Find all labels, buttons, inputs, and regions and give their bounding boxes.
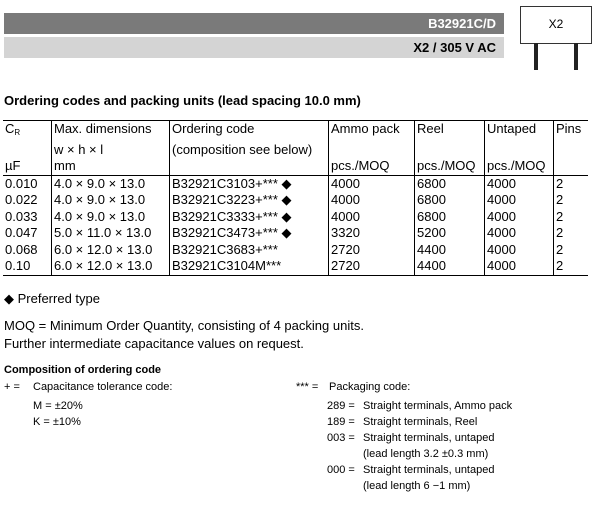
header-cell: Reel: [415, 121, 485, 142]
pack-text: Straight terminals, untaped: [363, 464, 495, 476]
table-header-row: [3, 142, 588, 159]
header-cell: Ammo pack: [329, 121, 415, 142]
table-cell: 2: [554, 209, 589, 226]
header-cell: mm: [52, 158, 170, 175]
moq-note: MOQ = Minimum Order Quantity, consisting of 4 packing units.: [4, 318, 364, 333]
table-cell: 0.033: [5, 208, 38, 224]
table-cell: 5200: [415, 225, 485, 242]
pack-text: Straight terminals, Reel: [363, 416, 478, 428]
pack-code: 003 =: [327, 432, 355, 444]
star-symbol: *** =: [296, 381, 319, 393]
header-cell: w × h × l: [52, 142, 170, 159]
table-cell: 0.010: [3, 175, 52, 192]
ordering-codes-table: [3, 120, 588, 276]
header-cell: (composition see below): [170, 142, 329, 159]
table-cell: 6800: [415, 192, 485, 209]
table-cell: 4.0 × 9.0 × 13.0: [52, 175, 170, 192]
part-number-bar: [4, 13, 504, 34]
table-cell: B32921C3104M***: [170, 258, 329, 275]
pack-text: (lead length 3.2 ±0.3 mm): [363, 448, 489, 460]
header-cell: [554, 158, 589, 175]
table-row: [3, 258, 588, 275]
table-cell: 6.0 × 12.0 × 13.0: [52, 242, 170, 259]
table-header-row: [3, 121, 588, 142]
table-cell: 4400: [415, 242, 485, 259]
section-title: Ordering codes and packing units (lead spacing 10.0 mm): [4, 93, 361, 108]
capacitor-lead-left: [534, 43, 538, 70]
table-cell: 6800: [415, 175, 485, 192]
pack-code: 000 =: [327, 464, 355, 476]
table-row: [3, 175, 588, 192]
header-cell: µF: [5, 158, 21, 173]
capacitor-label: X2: [548, 17, 564, 31]
header-cell: Pins: [554, 121, 589, 142]
table-cell: 4000: [485, 209, 554, 226]
table-cell: 6.0 × 12.0 × 13.0: [52, 258, 170, 275]
header-cell: Untaped: [485, 121, 554, 142]
table-row: [3, 225, 588, 242]
header-cell: [485, 142, 554, 159]
header-cell: [415, 142, 485, 159]
pack-text: Straight terminals, Ammo pack: [363, 400, 513, 412]
table-cell: B32921C3103+*** ◆: [170, 175, 329, 192]
table-cell: 2720: [329, 242, 415, 259]
tolerance-code-label: Capacitance tolerance code:: [33, 381, 173, 393]
table-cell: 0.068: [5, 241, 38, 257]
table-cell: 4000: [485, 175, 554, 192]
part-number: B32921C/D: [428, 16, 496, 31]
table-cell: B32921C3473+*** ◆: [170, 225, 329, 242]
header-cell: [170, 158, 329, 175]
header-cell: Ordering code: [170, 121, 329, 142]
table-cell: 5.0 × 11.0 × 13.0: [52, 225, 170, 242]
header-cell: pcs./MOQ: [329, 158, 415, 175]
table-cell: 2: [554, 225, 589, 242]
table-cell: 4000: [485, 242, 554, 259]
rating-bar: [4, 37, 504, 58]
table-cell: 4000: [329, 175, 415, 192]
header-cell: pcs./MOQ: [485, 158, 554, 175]
pack-text: (lead length 6 −1 mm): [363, 480, 471, 492]
table-cell: 2720: [329, 258, 415, 275]
table-cell: 2: [554, 242, 589, 259]
table-cell: 6800: [415, 209, 485, 226]
table-row: [3, 209, 588, 226]
header-cell: Max. dimensions: [52, 121, 170, 142]
header-cell: [3, 142, 52, 159]
table-cell: 4.0 × 9.0 × 13.0: [52, 209, 170, 226]
table-cell: 0.022: [5, 192, 38, 207]
table-cell: 4400: [415, 258, 485, 275]
pack-code: 289 =: [327, 400, 355, 412]
table-cell: 4000: [485, 225, 554, 242]
packaging-code-label: Packaging code:: [329, 381, 411, 393]
capacitor-body: [520, 6, 592, 44]
table-cell: 0.047: [5, 225, 38, 240]
header-cell: [329, 142, 415, 159]
capacitor-lead-right: [574, 43, 578, 70]
plus-symbol: + =: [4, 381, 20, 393]
pack-code: 189 =: [327, 416, 355, 428]
table-cell: B32921C3683+***: [170, 242, 329, 259]
table-row: [3, 242, 588, 259]
table-cell: B32921C3223+*** ◆: [170, 192, 329, 209]
header-cell: [554, 142, 589, 159]
table-cell: 2: [554, 258, 589, 275]
table-cell: 3320: [329, 225, 415, 242]
table-row: [3, 192, 588, 209]
table-cell: 4.0 × 9.0 × 13.0: [52, 192, 170, 209]
table-cell: B32921C3333+*** ◆: [170, 209, 329, 226]
table-cell: 2: [554, 175, 589, 192]
further-values-note: Further intermediate capacitance values on request.: [4, 336, 304, 351]
tolerance-k: K = ±10%: [33, 416, 81, 428]
table-cell: 4000: [329, 209, 415, 226]
rating: X2 / 305 V AC: [413, 40, 496, 55]
composition-title: Composition of ordering code: [4, 364, 162, 376]
preferred-type-note: ◆ Preferred type: [4, 291, 100, 306]
table-cell: 4000: [485, 258, 554, 275]
cr-subscript: R: [14, 128, 21, 137]
header-cell: $C_R$: [3, 121, 52, 142]
table-cell: 4000: [329, 192, 415, 209]
table-header-row: [3, 158, 588, 175]
table-cell: 4000: [485, 192, 554, 209]
tolerance-m: M = ±20%: [33, 400, 83, 412]
header-cell: pcs./MOQ: [415, 158, 485, 175]
table-cell: 2: [554, 192, 589, 209]
pack-text: Straight terminals, untaped: [363, 432, 495, 444]
table-cell: 0.10: [3, 258, 52, 275]
